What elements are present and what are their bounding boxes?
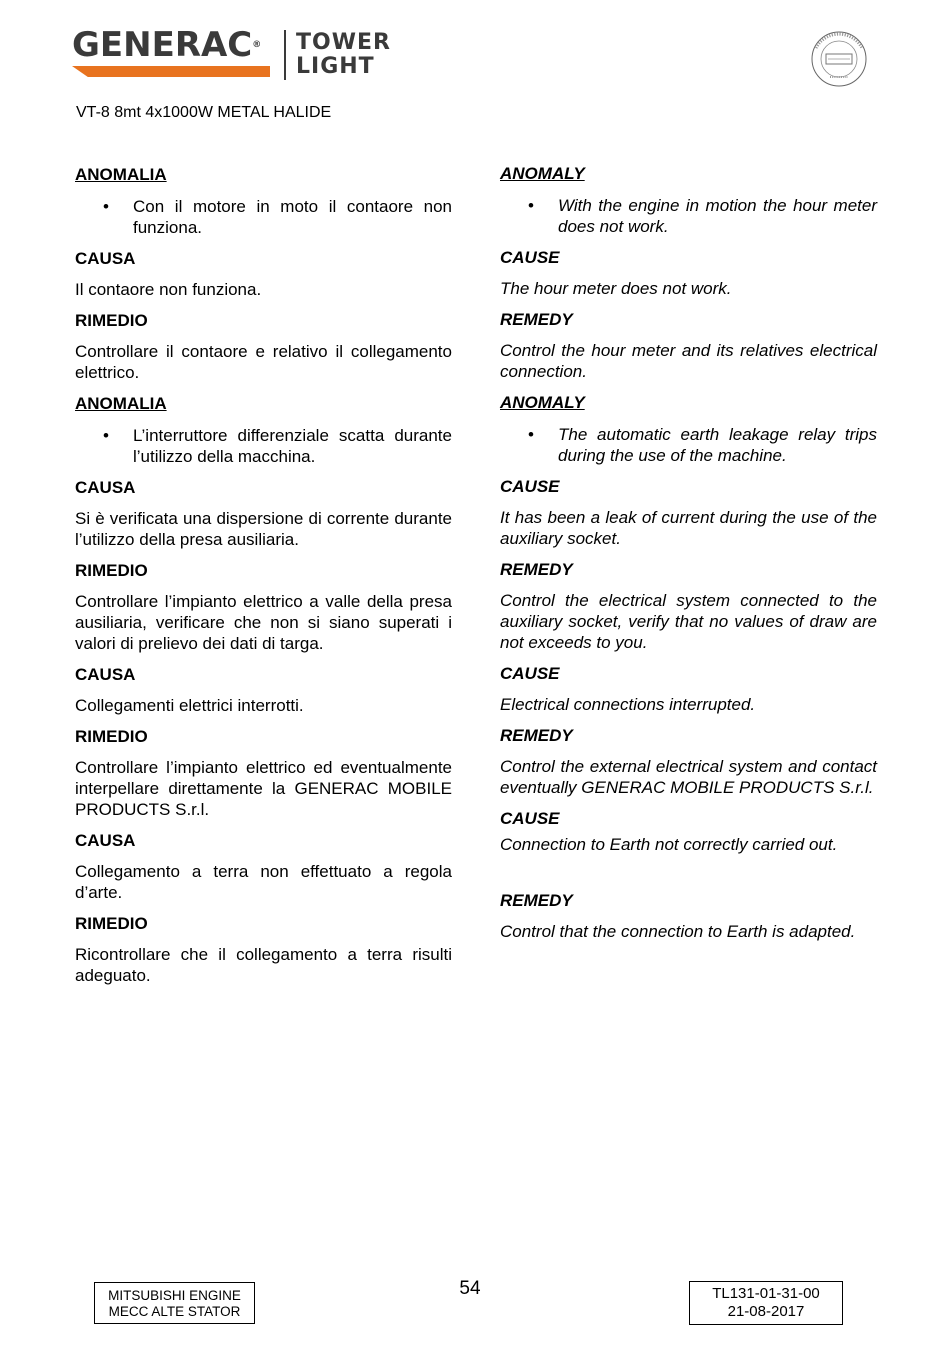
remedy-text-en: Control that the connection to Earth is adapted. [500,922,856,941]
cause-text-it: Il contaore non funziona. [75,280,262,299]
anomaly-bullet-it: • L’interruttore differenziale scatta durante l’utilizzo della macchina. [75,425,452,467]
footer-engine-line: MITSUBISHI ENGINE [108,1288,241,1303]
footer-doc-date: 21-08-2017 [727,1303,805,1320]
cause-heading-en: CAUSE [500,809,560,828]
cause-heading-it: CAUSA [75,831,136,850]
remedy-text-en: Control the external electrical system and contact eventually GENERAC MOBILE PRODUCTS S.r.l. [500,757,877,797]
cause-text-it: Collegamenti elettrici interrotti. [75,696,304,715]
generac-tower-light-logo [72,25,432,84]
cause-text-en: Electrical connections interrupted. [500,695,756,714]
cause-heading-it: CAUSA [75,249,136,268]
remedy-text-it: Controllare il contaore e relativo il collegamento elettrico. [75,342,452,382]
footer-engine-box [94,1282,255,1324]
cause-text-it: Collegamento a terra non effettuato a regola d’arte. [75,862,452,902]
cause-heading-en: CAUSE [500,664,560,683]
logo-generac-wordmark: GENERAC® [72,25,262,65]
remedy-text-en: Control the electrical system connected to the auxiliary socket, verify that no values of draw are not exceeds to you. [500,591,877,652]
remedy-heading-en: REMEDY [500,891,573,910]
cause-heading-en: CAUSE [500,477,560,496]
anomaly-bullet-en: • The automatic earth leakage relay trips during the use of the machine. [500,424,877,466]
italian-column [75,160,452,986]
remedy-text-it: Controllare l’impianto elettrico ed eventualmente interpellare direttamente la GENERAC MOBILE PRODUCTS S.r.l. [75,758,452,819]
cause-text-en: Connection to Earth not correctly carried out. [500,835,838,854]
cause-heading-en: CAUSE [500,248,560,267]
remedy-heading-it: RIMEDIO [75,561,148,580]
remedy-heading-en: REMEDY [500,310,573,329]
anomaly-heading-en: ANOMALY [500,393,585,412]
remedy-heading-en: REMEDY [500,726,573,745]
english-column [500,160,877,942]
cause-text-it: Si è verificata una dispersione di corrente durante l’utilizzo della presa ausiliaria. [75,509,452,549]
footer-stator-line: MECC ALTE STATOR [108,1304,241,1319]
remedy-heading-it: RIMEDIO [75,727,148,746]
remedy-heading-it: RIMEDIO [75,914,148,933]
page-number: 54 [459,1278,481,1299]
anomaly-bullet-en: • With the engine in motion the hour meter does not work. [500,195,877,237]
cause-text-en: It has been a leak of current during the use of the auxiliary socket. [500,508,877,548]
remedy-text-en: Control the hour meter and its relatives electrical connection. [500,341,877,381]
remedy-text-it: Controllare l’impianto elettrico a valle della presa ausiliaria, verificare che non si siano superati i valori di prelievo dei dati di targa. [75,592,452,653]
logo-tower-text: TOWER [296,30,391,55]
anomaly-heading-en: ANOMALY [500,164,585,183]
logo-divider [284,30,286,80]
cause-text-en: The hour meter does not work. [500,279,732,298]
cause-heading-it: CAUSA [75,665,136,684]
remedy-heading-it: RIMEDIO [75,311,148,330]
certification-seal-icon [810,30,868,88]
anomaly-heading-it: ANOMALIA [75,165,167,184]
cause-heading-it: CAUSA [75,478,136,497]
anomaly-heading-it: ANOMALIA [75,394,167,413]
remedy-text-it: Ricontrollare che il collegamento a terra risulti adeguato. [75,945,452,985]
anomaly-bullet-it: • Con il motore in moto il contaore non funziona. [75,196,452,238]
logo-light-text: LIGHT [296,54,375,79]
logo-orange-bar [72,66,270,77]
document-subtitle: VT-8 8mt 4x1000W METAL HALIDE [76,104,332,121]
remedy-heading-en: REMEDY [500,560,573,579]
footer-doc-code: TL131-01-31-00 [712,1285,820,1302]
footer-doc-box [689,1281,843,1325]
